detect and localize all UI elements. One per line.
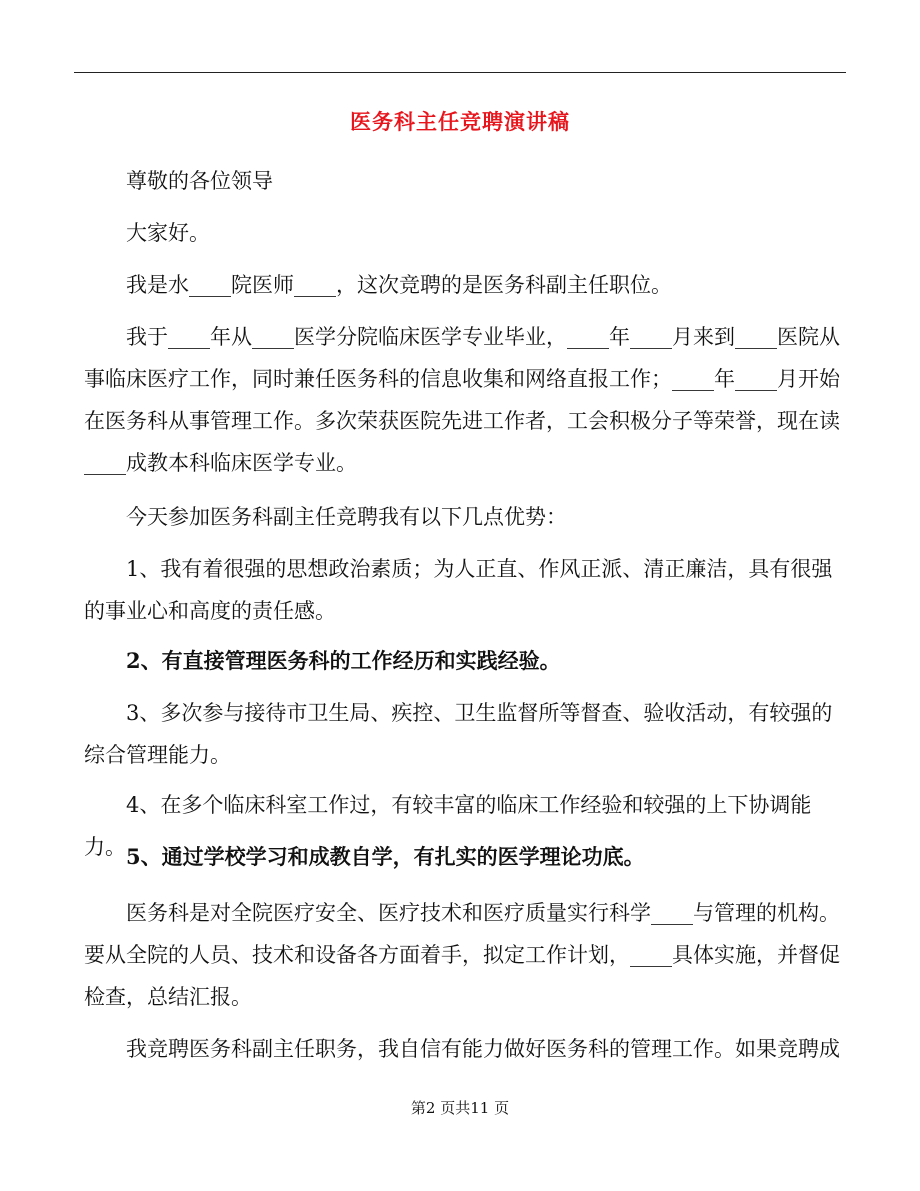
paragraph-department-role: 医务科是对全院医疗安全、医疗技术和医疗质量实行科学____与管理的机构。要从全院的人员、技术和设备各方面着手，拟定工作计划，____具体实施，并督促检查，总结汇报。: [84, 901, 840, 1009]
page-footer: 第2 页共11 页: [410, 1099, 510, 1117]
paragraph-advantage-5: 5、通过学校学习和成教自学，有扎实的医学理论功底。: [126, 844, 645, 869]
paragraph-advantage-3: 3、多次参与接待市卫生局、疾控、卫生监督所等督查、验收活动，有较强的综合管理能力。: [84, 701, 833, 767]
paragraph-advantage-1: 1、我有着很强的思想政治素质；为人正直、作风正派、清正廉洁，具有很强的事业心和高度的责任感。: [84, 557, 833, 623]
paragraph-introduction: 我是水____院医师____，这次竞聘的是医务科副主任职位。: [126, 273, 672, 297]
paragraph-advantages-intro: 今天参加医务科副主任竞聘我有以下几点优势：: [126, 505, 567, 529]
paragraph-advantage-4: 4、在多个临床科室工作过，有较丰富的临床工作经验和较强的上下协调能力。: [84, 793, 812, 859]
paragraph-background: 我于____年从____医学分院临床医学专业毕业，____年____月来到____医院从事临床医疗工作，同时兼任医务科的信息收集和网络直报工作；____年____月开始在医务科从事管理工作。多次荣获医院先进工作者，工会积极分子等荣誉，现在读____成教本科临床医学专业。: [84, 325, 840, 475]
document-title: 医务科主任竞聘演讲稿: [350, 109, 570, 134]
header-rule: [74, 72, 846, 73]
paragraph-advantage-2: 2、有直接管理医务科的工作经历和实践经验。: [126, 648, 561, 673]
paragraph-salutation: 尊敬的各位领导: [126, 169, 273, 193]
paragraph-closing: 我竞聘医务科副主任职务，我自信有能力做好医务科的管理工作。如果竞聘成: [126, 1037, 840, 1061]
paragraph-greeting: 大家好。: [126, 221, 210, 245]
